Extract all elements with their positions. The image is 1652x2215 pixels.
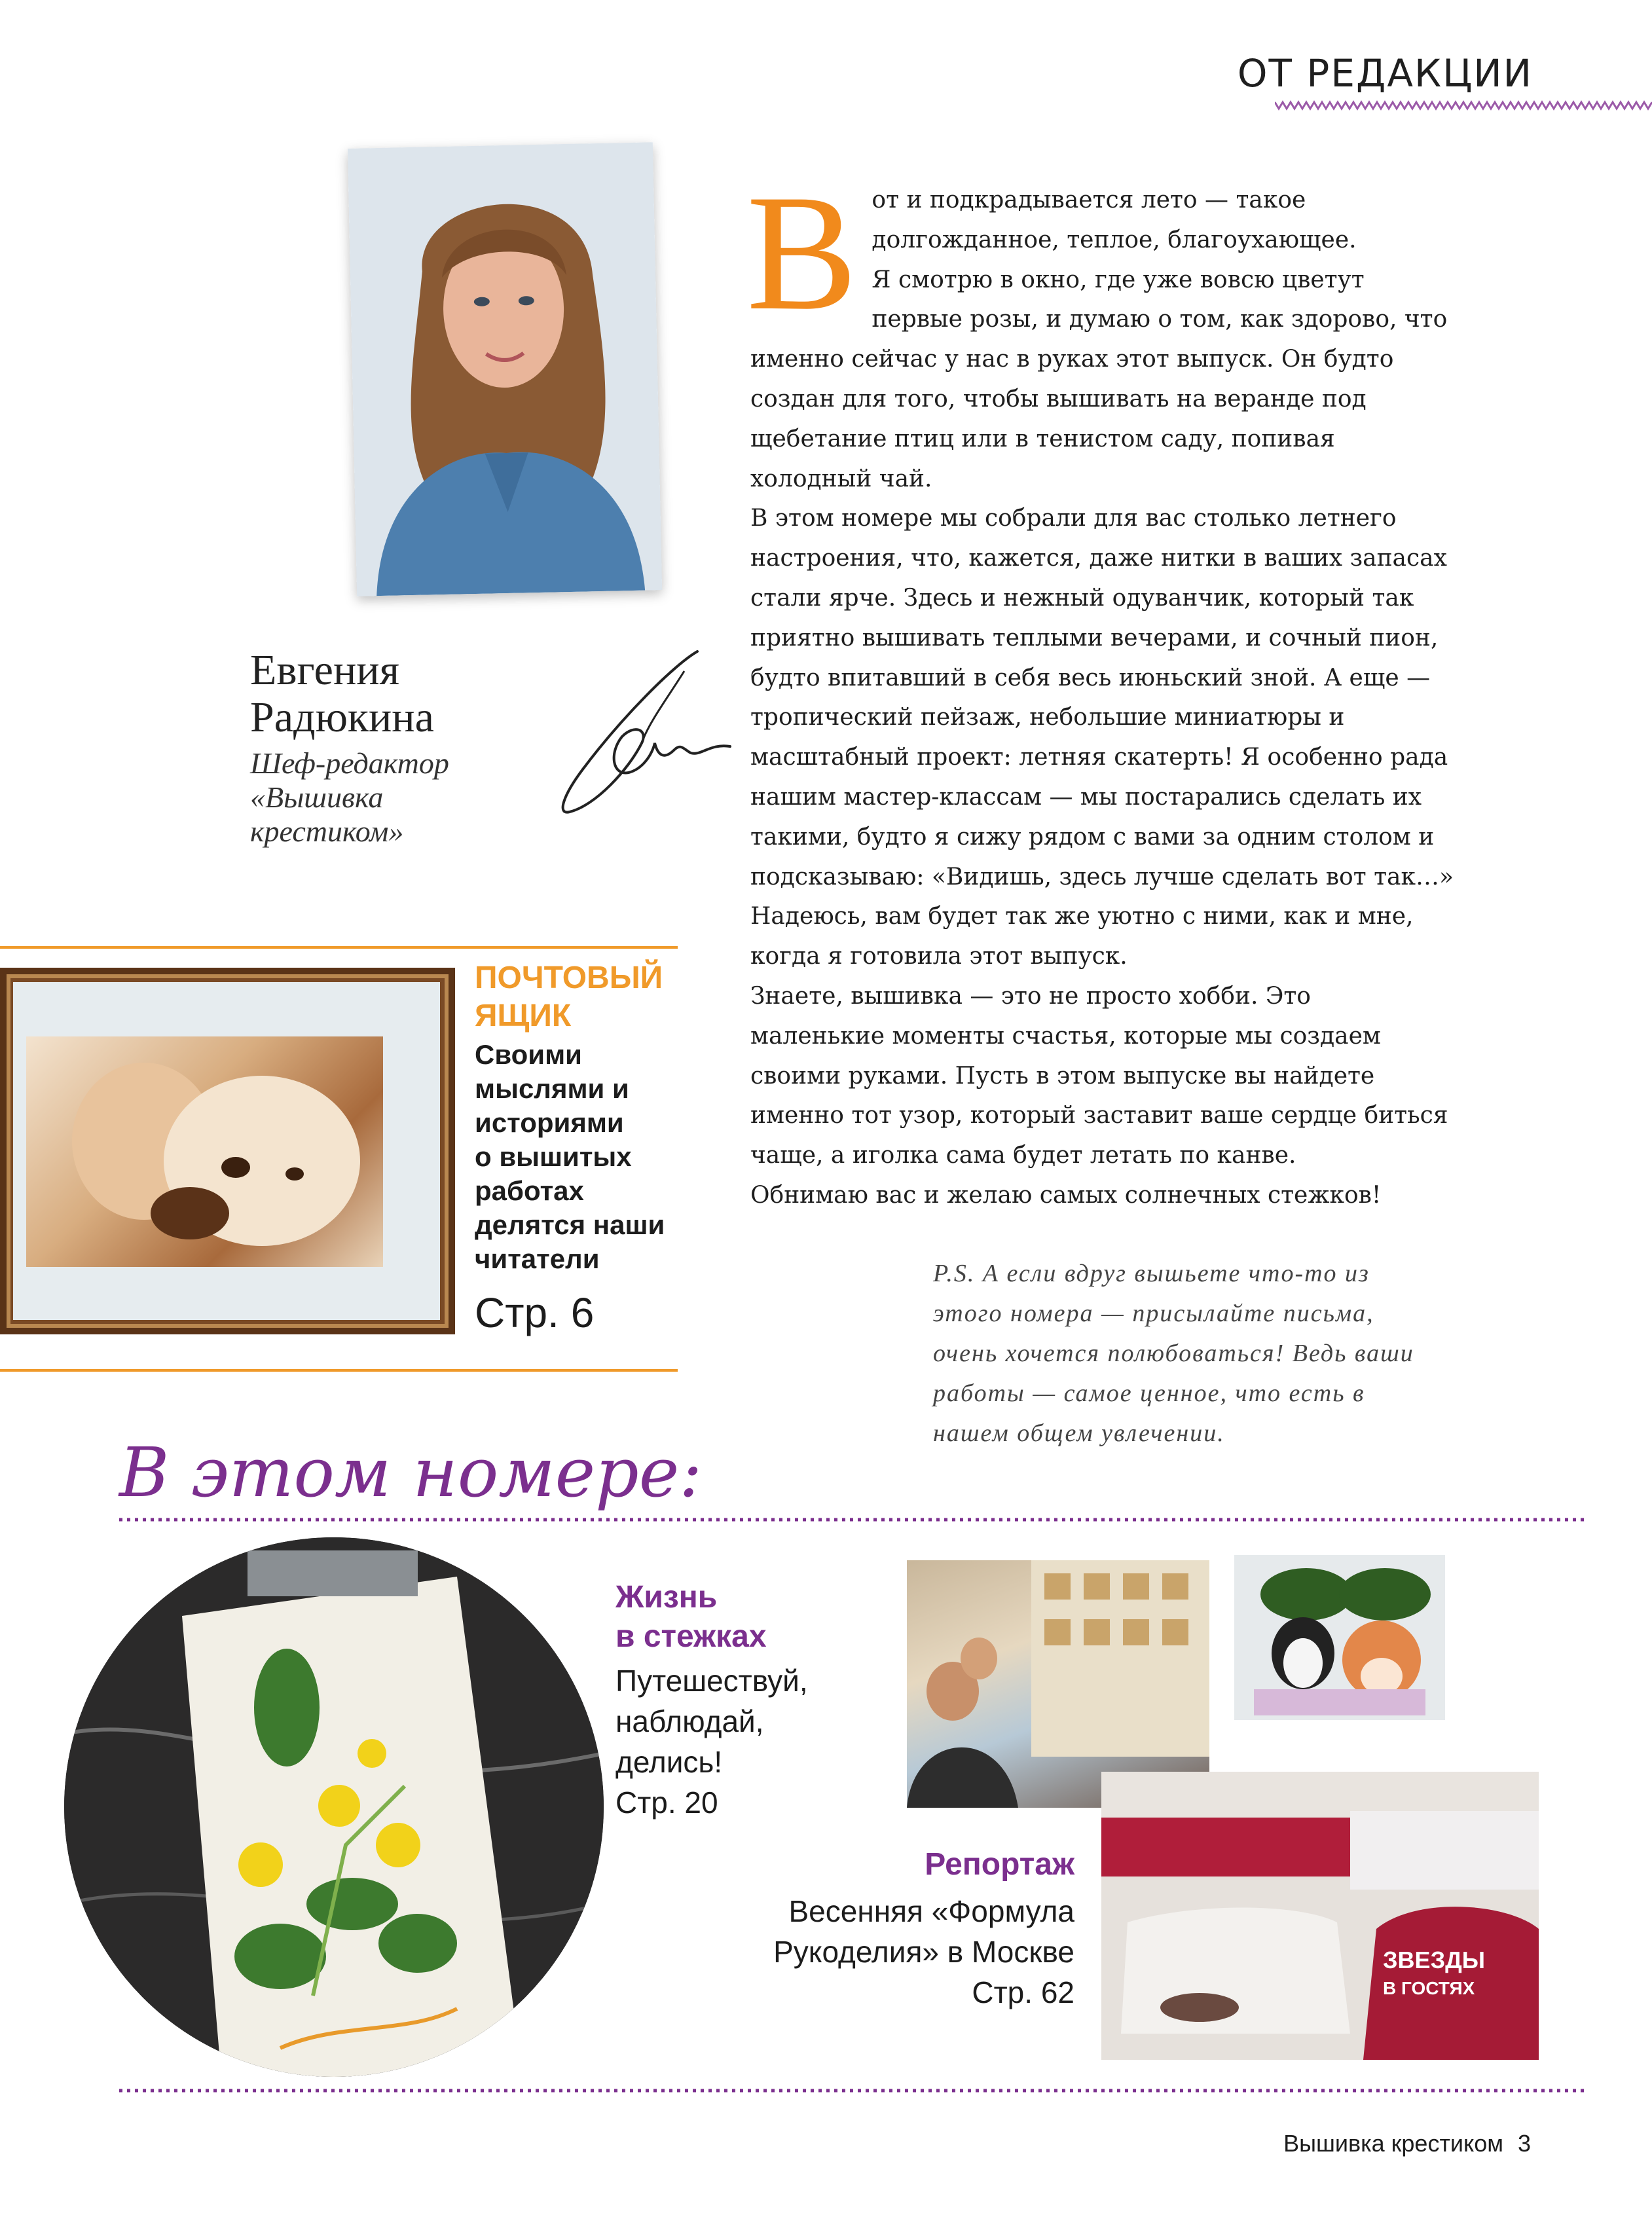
letter-line: тропический пейзаж, небольшие миниатюры и xyxy=(750,704,1345,731)
booth-sign-line: В ГОСТЯХ xyxy=(1383,1978,1475,1998)
report-description xyxy=(773,1891,1074,2013)
letter-line: Знаете, вышивка — это не просто хобби. Это xyxy=(750,982,1311,1010)
letter-line: Надеюсь, вам будет так же уютно с ними, как и мне, xyxy=(750,903,1414,930)
author-role-line: Шеф-редактор xyxy=(250,746,449,780)
mailbox-title[interactable] xyxy=(475,959,663,1035)
mailbox-title-line: ПОЧТОВЫЙ xyxy=(475,961,663,995)
life-title-line: в стежках xyxy=(615,1619,767,1654)
dotted-divider xyxy=(119,1518,1586,1522)
section-title: ОТ РЕДАКЦИИ xyxy=(1237,51,1533,96)
expo-stand-photo xyxy=(907,1560,1209,1808)
report-page-ref[interactable]: Стр. 62 xyxy=(972,1975,1074,2009)
letter-line: холодный чай. xyxy=(750,465,932,492)
ps-line: работы — самое ценное, что есть в xyxy=(933,1380,1365,1407)
expo-stand-illustration xyxy=(907,1560,1209,1808)
mailbox-desc-line: о вышитых xyxy=(475,1141,632,1172)
letter-line: от и подкрадывается лето — такое xyxy=(872,187,1306,213)
letter-line: первые розы, и думаю о том, как здорово, что xyxy=(872,306,1448,333)
ps-line: очень хочется полюбоваться! Ведь ваши xyxy=(933,1340,1414,1367)
signature-mark xyxy=(543,645,733,828)
report-desc-line: Весенняя «Формула xyxy=(788,1894,1074,1928)
letter-line: масштабный проект: летняя скатерть! Я особенно рада xyxy=(750,744,1448,771)
letter-line: Я смотрю в окно, где уже вовсю цветут xyxy=(872,266,1365,293)
expo-booth-photo xyxy=(1101,1772,1539,2060)
letter-line: щебетание птиц или в тенистом саду, попивая xyxy=(750,425,1335,452)
author-last-name: Радюкина xyxy=(250,693,434,741)
report-desc-line: Рукоделия» в Москве xyxy=(773,1935,1074,1969)
editor-portrait-illustration xyxy=(348,142,662,596)
framed-embroidery-picture xyxy=(26,1036,383,1267)
drop-cap: В xyxy=(746,160,858,344)
mailbox-desc-line: историями xyxy=(475,1107,624,1138)
ps-line: P.S. А если вдруг вышьете что-то из xyxy=(933,1260,1370,1287)
report-title[interactable]: Репортаж xyxy=(925,1847,1074,1882)
mailbox-title-line: ЯЩИК xyxy=(475,998,572,1033)
page-number: 3 xyxy=(1517,2130,1531,2157)
mailbox-desc-line: Своими xyxy=(475,1039,582,1070)
author-name xyxy=(250,647,434,741)
editor-photo xyxy=(348,142,662,596)
letter-line: своими руками. Пусть в этом выпуске вы найдете xyxy=(750,1062,1375,1089)
mailbox-desc-line: работах xyxy=(475,1175,584,1206)
mailbox-desc-line: мыслями и xyxy=(475,1073,629,1104)
life-in-stitches-title[interactable] xyxy=(615,1578,767,1657)
mailbox-description xyxy=(475,1038,691,1276)
author-role-line: крестиком» xyxy=(250,815,404,848)
letter-line: именно сейчас у нас в руках этот выпуск. Он будто xyxy=(750,346,1394,373)
letter-line: маленькие моменты счастья, которые мы создаем xyxy=(750,1022,1381,1050)
booth-sign-line: ЗВЕЗДЫ xyxy=(1383,1947,1486,1973)
author-role-line: «Вышивка xyxy=(250,780,384,814)
letter-line: когда я готовила этот выпуск. xyxy=(750,943,1128,970)
editor-letter xyxy=(746,160,1503,1216)
letter-line: стали ярче. Здесь и нежный одуванчик, который так xyxy=(750,584,1414,612)
mailbox-desc-line: читатели xyxy=(475,1243,600,1274)
toy-figures-illustration xyxy=(1234,1555,1445,1720)
magazine-name: Вышивка крестиком xyxy=(1283,2130,1503,2157)
mailbox-page-ref[interactable]: Стр. 6 xyxy=(475,1289,595,1336)
life-desc-line: Путешествуй, xyxy=(615,1664,808,1698)
letter-line: подсказываю: «Видишь, здесь лучше сделать вот так…» xyxy=(750,863,1454,890)
embroidered-runner-photo xyxy=(64,1537,604,2077)
life-page-ref[interactable]: Стр. 20 xyxy=(615,1785,718,1820)
runner-illustration xyxy=(64,1537,604,2077)
issue-title: В этом номере: xyxy=(119,1433,703,1512)
life-desc-line: наблюдай, xyxy=(615,1704,764,1738)
letter-line: будто впитавший в себя весь июньский зной. А еще — xyxy=(750,664,1431,691)
author-first-name: Евгения xyxy=(250,646,399,694)
page-footer xyxy=(1283,2130,1531,2157)
letter-line: приятно вышивать теплыми вечерами, и сочный пион, xyxy=(750,624,1439,651)
toy-figures-photo xyxy=(1234,1555,1445,1720)
letter-line: чаще, а иголка сама будет летать по канве. xyxy=(750,1142,1296,1169)
letter-line: настроения, что, кажется, даже нитки в ваших запасах xyxy=(750,545,1447,572)
letter-line: такими, будто я сижу рядом с вами за одним столом и xyxy=(750,823,1435,851)
dotted-divider xyxy=(119,2089,1586,2093)
postscript xyxy=(933,1254,1509,1454)
author-role xyxy=(250,746,449,849)
ps-line: нашем общем увлечении. xyxy=(933,1419,1225,1447)
letter-line: Обнимаю вас и желаю самых солнечных стежков! xyxy=(750,1181,1382,1209)
letter-line: именно тот узор, который заставит ваше сердце биться xyxy=(750,1102,1448,1129)
mailbox-desc-line: делятся наши xyxy=(475,1209,665,1240)
girl-and-dog-illustration xyxy=(26,1036,383,1267)
letter-line: В этом номере мы собрали для вас столько летнего xyxy=(750,505,1397,532)
zigzag-divider xyxy=(1275,98,1652,113)
letter-line: долгожданное, теплое, благоухающее. xyxy=(872,226,1357,253)
life-title-line: Жизнь xyxy=(615,1580,718,1615)
letter-line: нашим мастер-классам — мы постарались сделать их xyxy=(750,783,1422,811)
letter-line: создан для того, чтобы вышивать на веранде под xyxy=(750,385,1367,412)
ps-line: этого номера — присылайте письма, xyxy=(933,1300,1374,1327)
expo-booth-illustration xyxy=(1101,1772,1539,2060)
life-desc-line: делись! xyxy=(615,1745,723,1779)
life-in-stitches-description xyxy=(615,1660,808,1823)
